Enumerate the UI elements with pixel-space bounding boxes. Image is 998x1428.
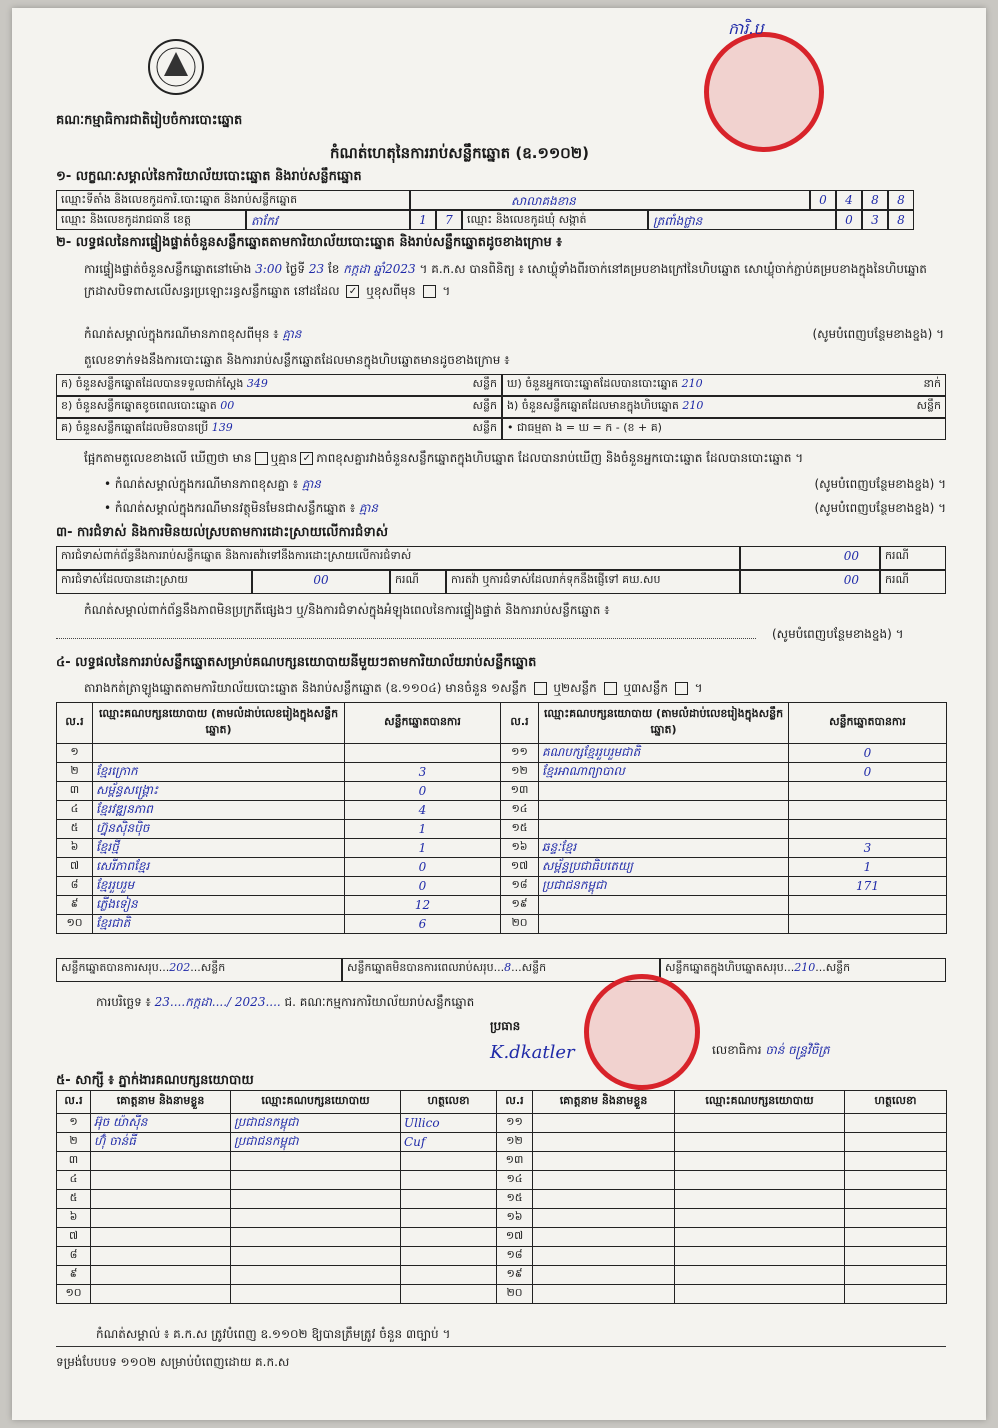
note-line-2 [104, 476, 946, 494]
witness-party [675, 1114, 845, 1133]
party-votes: 0 [789, 763, 947, 782]
witness-name [91, 1152, 231, 1171]
witness-signature [401, 1171, 497, 1190]
party-votes: 1 [789, 858, 947, 877]
count-e-value: 210 [682, 399, 704, 412]
verification-text-c: ខែ [327, 262, 340, 276]
section-4-intro-text: តារាងកត់ត្រាឡូងឆ្នោតតាមការិយាល័យបោះឆ្នោត និងរាប់សន្លឹកឆ្នោត (ឧ.១១០៤) មានចំនួន ១សន្លឹក [84, 681, 527, 695]
party-name: ឆន្ទៈខ្មែរ [539, 839, 789, 858]
province-code-digit: 7 [436, 210, 462, 230]
comparison-line [84, 450, 954, 468]
witness-name [533, 1247, 675, 1266]
witness-table [56, 1090, 947, 1304]
witness-party [231, 1228, 401, 1247]
form-caption: ទម្រង់បែបបទ ១១០២ សម្រាប់បំពេញដោយ គ.ក.ស [56, 1355, 290, 1369]
row-no: ៨ [57, 877, 93, 896]
party-name: ខ្មែររួបរួម [93, 877, 345, 896]
w-col-name: គោត្តនាម និងនាមខ្លួន [91, 1091, 231, 1114]
table-row [57, 744, 947, 763]
party-name: ខ្មែរវឌ្ឍនភាព [93, 801, 345, 820]
table-row [57, 877, 947, 896]
witness-signature [401, 1266, 497, 1285]
verification-day: 23 [308, 262, 325, 276]
invalid-total-label: សន្លឹកឆ្នោតមិនបានការពេលរាប់សរុប... [347, 961, 505, 974]
count-c-label: គ) ចំនួនសន្លឹកឆ្នោតដែលមិនបានប្រើ [61, 421, 209, 434]
witness-no: ១៧ [497, 1228, 533, 1247]
fill-hint-2: (សូមបំពេញបន្ថែមខាងខ្នង) ។ [814, 477, 946, 491]
page-title: កំណត់ហេតុនៃការរាប់សន្លឹកឆ្នោត (ឧ.១១០២) [330, 144, 590, 162]
row-no: ១១ [501, 744, 539, 763]
witness-signature [845, 1190, 947, 1209]
complaint-resolved-label: ការជំទាស់ដែលបានដោះស្រាយ [56, 570, 252, 594]
commission-name: គណៈកម្មាធិការជាតិរៀបចំការបោះឆ្នោត [56, 113, 243, 128]
compare-text-a: ផ្អែកតាមតួលេខខាងលើ ឃើញថា មាន [84, 451, 252, 465]
table-row [57, 1247, 947, 1266]
party-name [539, 801, 789, 820]
commune-name: ត្រពាំងថ្លាន [648, 210, 836, 230]
row-no: ១២ [501, 763, 539, 782]
col-no: ល.រ [57, 703, 93, 744]
witness-party [231, 1152, 401, 1171]
col-party-2: ឈ្មោះគណបក្សនយោបាយ (តាមលំដាប់លេខរៀងក្នុងសន្លឹកឆ្នោត) [539, 703, 789, 744]
w-col-sign-2: ហត្ថលេខា [845, 1091, 947, 1114]
complaint-unit: ករណី [880, 546, 946, 570]
section-3-heading: ៣- ការជំទាស់ និងការមិនយល់ស្របតាមការដោះស្រាយលើការជំទាស់ [56, 525, 388, 540]
valid-total-label: សន្លឹកឆ្នោតបានការសរុប... [61, 961, 170, 974]
row-no: ៦ [57, 839, 93, 858]
valid-total [56, 958, 342, 982]
party-votes: 0 [345, 782, 501, 801]
section-3-note: កំណត់សម្គាល់ពាក់ព័ន្ធនឹងភាពមិនប្រក្រតីផ្សេងៗ ឬ/និងការជំទាស់ក្នុងអំឡុងពេលនៃការផ្ទៀងផ្ទាត់ និងការរាប់សន្លឹកឆ្នោត ៖ [84, 603, 610, 617]
three-ballots-checkbox[interactable] [675, 682, 688, 695]
table-row [57, 896, 947, 915]
witness-signature [845, 1209, 947, 1228]
compare-text-b: ឬគ្មាន [270, 451, 298, 465]
date-value: 23....កក្កដា..../ 2023.... [154, 995, 281, 1009]
complaint-resolved-count: 00 [252, 570, 390, 594]
witness-name [91, 1228, 231, 1247]
three-ballots-text: ឬ៣សន្លឹក [623, 681, 668, 695]
witness-name [533, 1114, 675, 1133]
col-no-2: ល.រ [501, 703, 539, 744]
station-code-digit: 0 [810, 190, 836, 210]
count-a-unit: សន្លឹក [472, 377, 497, 390]
count-b-label: ខ) ចំនួនសន្លឹកឆ្នោតខូចពេលបោះឆ្នោត [61, 399, 217, 412]
section-1-heading: ១- លក្ខណៈសម្គាល់នៃការិយាល័យបោះឆ្នោត និងរាប់សន្លឹកឆ្នោត [56, 169, 362, 184]
w-col-no-2: ល.រ [497, 1091, 533, 1114]
party-votes: 3 [789, 839, 947, 858]
complaint-count: 00 [740, 546, 880, 570]
witness-name [91, 1247, 231, 1266]
count-formula: • ជាធម្មតា ង = ឃ = ក - (ខ + គ) [502, 418, 946, 440]
official-seal-top [704, 32, 824, 152]
witness-no: ៥ [57, 1190, 91, 1209]
witness-signature [845, 1285, 947, 1304]
witness-no: ១៨ [497, 1247, 533, 1266]
row-no: ១៤ [501, 801, 539, 820]
count-e-label: ង) ចំនួនសន្លឹកឆ្នោតដែលមានក្នុងហិបឆ្នោត [507, 399, 679, 412]
w-col-name-2: គោត្តនាម និងនាមខ្លួន [533, 1091, 675, 1114]
table-row [57, 915, 947, 934]
witness-name [533, 1152, 675, 1171]
witness-no: ៨ [57, 1247, 91, 1266]
witness-party [231, 1171, 401, 1190]
witness-signature: Ullico [401, 1114, 497, 1133]
invalid-total [342, 958, 660, 982]
row-no: ១៦ [501, 839, 539, 858]
section-4-intro: តារាងកត់ត្រាឡូងឆ្នោតតាមការិយាល័យបោះឆ្នោត និងរាប់សន្លឹកឆ្នោត (ឧ.១១០៤) មានចំនួន ១សន្លឹក ឬ២សន្លឹក ឬ៣សន្លឹក ។ [84, 681, 703, 695]
seal-intact-checkbox[interactable]: ✓ [346, 285, 359, 298]
row-no: ៧ [57, 858, 93, 877]
witness-party [675, 1152, 845, 1171]
count-b-value: 00 [220, 399, 235, 412]
row-no: ២០ [501, 915, 539, 934]
note3-label: • កំណត់សម្គាល់ក្នុងករណីមានវត្ថុមិនមែនជាសន្លឹកឆ្នោត ៖ [104, 501, 356, 515]
witness-no: ១៦ [497, 1209, 533, 1228]
chair-label: ប្រធាន [490, 1019, 521, 1033]
note3-value: គ្មាន [358, 501, 379, 515]
section-2-heading: ២- លទ្ធផលនៃការផ្ទៀងផ្ទាត់ចំនួនសន្លឹកឆ្នោតតាមការិយាល័យបោះឆ្នោត និងរាប់សន្លឹកឆ្នោតដូចខាងក្រោម ៖ [56, 235, 562, 250]
note-line-3 [104, 500, 946, 518]
witness-party [675, 1247, 845, 1266]
witness-signature [845, 1152, 947, 1171]
commune-code-digit: 8 [888, 210, 914, 230]
witness-no: ១៣ [497, 1152, 533, 1171]
seal-signature-top: ការិ.ប [728, 19, 764, 38]
party-name: សម្ព័ន្ធសង្គ្រោះ [93, 782, 345, 801]
note-line-1 [84, 326, 944, 344]
section-3-fill-line [56, 626, 756, 639]
fill-hint: (សូមបំពេញបន្ថែមខាងខ្នង) ។ [812, 327, 944, 341]
count-e-unit: សន្លឹក [916, 399, 941, 412]
party-name: សម្ព័ន្ធប្រជាធិបតេយ្យ [539, 858, 789, 877]
party-name: គណបក្សខ្មែររួបរួមជាតិ [539, 744, 789, 763]
witness-signature [401, 1247, 497, 1266]
party-votes: 12 [345, 896, 501, 915]
witness-name [91, 1209, 231, 1228]
count-row-b [56, 396, 502, 418]
secretary-signature: ចាន់ ចន្ទ្រវិចិត្រ [765, 1043, 830, 1057]
table-row [57, 1114, 947, 1133]
valid-total-unit: ...សន្លឹក [190, 961, 226, 974]
witness-no: ៧ [57, 1228, 91, 1247]
w-col-party: ឈ្មោះគណបក្សនយោបាយ [231, 1091, 401, 1114]
witness-no: ១២ [497, 1133, 533, 1152]
box-total [660, 958, 946, 982]
witness-party [231, 1266, 401, 1285]
w-col-no: ល.រ [57, 1091, 91, 1114]
party-name: ខ្មែរជាតិ [93, 915, 345, 934]
witness-party [675, 1209, 845, 1228]
witness-no: ៦ [57, 1209, 91, 1228]
note-value: គ្មាន [282, 327, 302, 341]
party-votes [789, 915, 947, 934]
ballot-form-sheet [12, 8, 986, 1420]
witness-signature [845, 1228, 947, 1247]
party-votes [345, 744, 501, 763]
section-4-heading: ៤- លទ្ធផលនៃការរាប់សន្លឹកឆ្នោតសម្រាប់គណបក្សនយោបាយនីមួយៗតាមការិយាល័យរាប់សន្លឹកឆ្នោត [56, 655, 537, 670]
complaint-resolved-unit: ករណី [390, 570, 446, 594]
witness-name: អ៊ុច យ៉ាស៊ីន [91, 1114, 231, 1133]
party-name [539, 915, 789, 934]
chair-signature: K.dkatler [490, 1042, 575, 1063]
table-row [57, 1133, 947, 1152]
counts-intro: តួលេខទាក់ទងនឹងការបោះឆ្នោត និងការរាប់សន្លឹកឆ្នោតដែលមានក្នុងហិបឆ្នោតមានដូចខាងក្រោម ៖ [84, 353, 510, 367]
witness-name [533, 1133, 675, 1152]
w-col-sign: ហត្ថលេខា [401, 1091, 497, 1114]
verification-time: 3:00 [255, 262, 283, 276]
witness-no: ១ [57, 1114, 91, 1133]
note2-value: គ្មាន [301, 477, 321, 491]
row-no: ១៧ [501, 858, 539, 877]
party-name: ខ្មែរថ្មី [93, 839, 345, 858]
invalid-total-value: 8 [504, 961, 512, 974]
verification-text-e: ឬខុសពីមុន [366, 284, 416, 298]
party-name [539, 820, 789, 839]
count-row-a [56, 374, 502, 396]
two-ballots-text: ឬ២សន្លឹក [553, 681, 597, 695]
fill-hint-3: (សូមបំពេញបន្ថែមខាងខ្នង) ។ [814, 501, 946, 515]
witness-party [675, 1171, 845, 1190]
row-no: ១៨ [501, 877, 539, 896]
count-row-d [502, 374, 946, 396]
box-total-label: សន្លឹកឆ្នោតក្នុងហិបឆ្នោតសរុប... [665, 961, 795, 974]
party-votes: 6 [345, 915, 501, 934]
table-row [57, 763, 947, 782]
row-no: ៣ [57, 782, 93, 801]
count-row-e [502, 396, 946, 418]
witness-signature [401, 1209, 497, 1228]
witness-name [91, 1285, 231, 1304]
count-c-value: 139 [211, 421, 233, 434]
witness-name [91, 1171, 231, 1190]
witness-no: ១១ [497, 1114, 533, 1133]
table-row [57, 1266, 947, 1285]
witness-party [675, 1266, 845, 1285]
one-ballot-checkbox[interactable] [534, 682, 547, 695]
col-votes-2: សន្លឹកឆ្នោតបានការ [789, 703, 947, 744]
commune-code-digit: 0 [836, 210, 862, 230]
party-votes: 4 [345, 801, 501, 820]
date-line [96, 994, 474, 1012]
count-b-unit: សន្លឹក [472, 399, 497, 412]
province-name: តាកែវ [246, 210, 410, 230]
party-votes [789, 782, 947, 801]
witness-name [533, 1190, 675, 1209]
table-row [57, 1228, 947, 1247]
witness-signature [845, 1133, 947, 1152]
date-label: ការបរិច្ឆេទ ៖ [96, 995, 155, 1009]
party-votes: 171 [789, 877, 947, 896]
witness-party [675, 1190, 845, 1209]
party-name: ភ្លើងទៀន [93, 896, 345, 915]
seal-different-checkbox[interactable] [423, 285, 436, 298]
witness-signature [845, 1266, 947, 1285]
table-row [57, 858, 947, 877]
polling-station-label: ឈ្មោះទីតាំង និងលេខកូដការិ.បោះឆ្នោត និងរាប់សន្លឹកឆ្នោត [56, 190, 410, 210]
table-row [57, 1209, 947, 1228]
party-name [539, 782, 789, 801]
witness-name [91, 1266, 231, 1285]
station-code-digit: 8 [888, 190, 914, 210]
row-no: ១៩ [501, 896, 539, 915]
witness-no: ១៤ [497, 1171, 533, 1190]
witness-signature [845, 1171, 947, 1190]
row-no: ១០ [57, 915, 93, 934]
verification-paragraph: ការផ្ទៀងផ្ទាត់ចំនួនសន្លឹកឆ្នោតនៅម៉ោង 3:00 ថ្ងៃទី 23 ខែ កក្កដា ឆ្នាំ2023 ។ គ.ក.ស បានពិនិត្យ ៖ សោឃ្លុំទាំងពីរចាក់នៅគម្របខាងក្រៅនៃហិបឆ្នោត សោឃ្លុំចាក់ភ្ជាប់គម្របខាងក្នុងនៃហិបឆ្នោត ក្រដាសបិទពាសលើសន្ធរប្រឡោះរន្ធសន្លឹកឆ្នោត នៅដដែល ✓ ឬខុសពីមុន ។ [84, 262, 927, 298]
official-seal-bottom [584, 974, 700, 1090]
count-a-label: ក) ចំនួនសន្លឹកឆ្នោតដែលបានទទួលជាក់ស្តែង [61, 377, 244, 390]
witness-no: ៩ [57, 1266, 91, 1285]
witness-party: ប្រជាជនកម្ពុជា [231, 1133, 401, 1152]
party-results-table [56, 702, 947, 934]
note2-label: • កំណត់សម្គាល់ក្នុងករណីមានភាពខុសគ្នា ៖ [104, 477, 299, 491]
table-row [57, 1152, 947, 1171]
table-row [57, 1171, 947, 1190]
witness-party [231, 1285, 401, 1304]
table-row [57, 801, 947, 820]
witness-name [533, 1285, 675, 1304]
polling-station-name: សាលាគងខាន [410, 190, 810, 210]
secretary-label: លេខាធិការ [712, 1043, 766, 1057]
witness-party [231, 1247, 401, 1266]
party-name: ប្រជាជនកម្ពុជា [539, 877, 789, 896]
count-d-label: ឃ) ចំនួនអ្នកបោះឆ្នោតដែលបានបោះឆ្នោត [507, 377, 679, 390]
count-a-value: 349 [246, 377, 268, 390]
row-no: ៩ [57, 896, 93, 915]
party-votes: 0 [789, 744, 947, 763]
table-row [57, 820, 947, 839]
witness-signature [401, 1152, 497, 1171]
verification-month-year: កក្កដា ឆ្នាំ2023 [343, 262, 416, 276]
count-d-value: 210 [681, 377, 703, 390]
commune-code-digit: 3 [862, 210, 888, 230]
witness-party [675, 1228, 845, 1247]
party-votes: 1 [345, 839, 501, 858]
count-c-unit: សន្លឹក [472, 421, 497, 434]
witness-party [231, 1209, 401, 1228]
section-3-fill-hint: (សូមបំពេញបន្ថែមខាងខ្នង) ។ [772, 627, 904, 641]
witness-no: ១០ [57, 1285, 91, 1304]
party-name: ខ្មែរក្រោក [93, 763, 345, 782]
two-ballots-checkbox[interactable] [604, 682, 617, 695]
complaint-forwarded-unit: ករណី [880, 570, 946, 594]
witness-party [675, 1285, 845, 1304]
verification-text-a: ការផ្ទៀងផ្ទាត់ចំនួនសន្លឹកឆ្នោតនៅម៉ោង [84, 262, 252, 276]
table-row [57, 839, 947, 858]
province-label: ឈ្មោះ និងលេខកូដរាជធានី ខេត្ត [56, 210, 246, 230]
party-votes: 1 [345, 820, 501, 839]
witness-party: ប្រជាជនកម្ពុជា [231, 1114, 401, 1133]
witness-no: ២០ [497, 1285, 533, 1304]
party-name: ហ្វ៊ុនស៊ិនប៉ិច [93, 820, 345, 839]
witness-signature [401, 1190, 497, 1209]
table-row [57, 1190, 947, 1209]
row-no: ១៣ [501, 782, 539, 801]
party-votes [789, 801, 947, 820]
station-code-digit: 8 [862, 190, 888, 210]
witness-name [533, 1171, 675, 1190]
verification-text-d: ។ គ.ក.ស បានពិនិត្យ ៖ សោឃ្លុំទាំងពីរចាក់នៅគម្របខាងក្រៅនៃហិបឆ្នោត សោឃ្លុំចាក់ភ្ជាប់គម្របខាងក្នុងនៃហិបឆ្នោត ក្រដាសបិទពាសលើសន្ធរប្រឡោះរន្ធសន្លឹកឆ្នោត នៅដដែល [84, 262, 927, 298]
table-row [57, 1285, 947, 1304]
verification-text-b: ថ្ងៃទី [285, 262, 305, 276]
witness-party [231, 1190, 401, 1209]
station-code-digit: 4 [836, 190, 862, 210]
witness-no: ១៥ [497, 1190, 533, 1209]
w-col-party-2: ឈ្មោះគណបក្សនយោបាយ [675, 1091, 845, 1114]
party-name [539, 896, 789, 915]
row-no: ៤ [57, 801, 93, 820]
row-no: ២ [57, 763, 93, 782]
province-code-digit: 1 [410, 210, 436, 230]
col-party: ឈ្មោះគណបក្សនយោបាយ (តាមលំដាប់លេខរៀងក្នុងសន្លឹកឆ្នោត) [93, 703, 345, 744]
party-votes: 0 [345, 877, 501, 896]
table-row [57, 782, 947, 801]
witness-name: ហ៊ុំ ចាន់ធី [91, 1133, 231, 1152]
row-no: ១៥ [501, 820, 539, 839]
witness-name [533, 1266, 675, 1285]
note-label: កំណត់សម្គាល់ក្នុងករណីមានភាពខុសពីមុន ៖ [84, 327, 279, 341]
invalid-total-unit: ...សន្លឹក [511, 961, 547, 974]
party-votes: 0 [345, 858, 501, 877]
row-no: ១ [57, 744, 93, 763]
count-d-unit: នាក់ [923, 377, 941, 390]
witness-signature [845, 1114, 947, 1133]
row-no: ៥ [57, 820, 93, 839]
box-total-unit: ...សន្លឹក [815, 961, 851, 974]
committee-label: ជ. គណៈកម្មការការិយាល័យរាប់សន្លឹកឆ្នោត [284, 995, 475, 1009]
witness-signature: Cuf [401, 1133, 497, 1152]
witness-signature [401, 1228, 497, 1247]
nec-emblem-icon [140, 38, 212, 96]
commune-label: ឈ្មោះ និងលេខកូដឃុំ សង្កាត់ [462, 210, 648, 230]
party-votes [789, 896, 947, 915]
section-5-heading: ៥- សាក្សី ៖ ភ្នាក់ងារគណបក្សនយោបាយ [56, 1073, 254, 1088]
party-name [93, 744, 345, 763]
compare-text-c: ភាពខុសគ្នារវាងចំនួនសន្លឹកឆ្នោតក្នុងហិបឆ្នោត ដែលបានរាប់ឃើញ និងចំនួនអ្នកបោះឆ្នោត ដែលបានបោះឆ្នោត ។ [316, 451, 804, 465]
witness-party [675, 1133, 845, 1152]
valid-total-value: 202 [169, 961, 191, 974]
witness-name [533, 1228, 675, 1247]
witness-no: ៣ [57, 1152, 91, 1171]
witness-name [533, 1209, 675, 1228]
party-votes [789, 820, 947, 839]
complaint-row-label: ការជំទាស់ពាក់ព័ន្ធនឹងការរាប់សន្លឹកឆ្នោត និងការតវ៉ាទៅនឹងការដោះស្រាយលើការជំទាស់ [56, 546, 740, 570]
party-name: ខ្មែរអាណាព្យាបាល [539, 763, 789, 782]
witness-no: ២ [57, 1133, 91, 1152]
complaint-forwarded-count: 00 [740, 570, 880, 594]
count-row-c [56, 418, 502, 440]
party-votes: 3 [345, 763, 501, 782]
witness-signature [401, 1285, 497, 1304]
compare-checkbox-1[interactable] [255, 452, 268, 465]
complaint-forwarded-label: ការតវ៉ា ឬការជំទាស់ដែលរាក់ទុកនឹងផ្ញើទៅ គឃ.សប [446, 570, 740, 594]
witness-signature [845, 1247, 947, 1266]
party-name: សេរីភាពខ្មែរ [93, 858, 345, 877]
box-total-value: 210 [794, 961, 816, 974]
footer-divider [56, 1346, 946, 1347]
footer-note: កំណត់សម្គាល់ ៖ គ.ក.ស ត្រូវបំពេញ ឧ.១១០២ ឱ្យបានត្រឹមត្រូវ ចំនួន ៣ច្បាប់ ។ [96, 1327, 451, 1341]
secretary-line [712, 1042, 830, 1060]
col-votes: សន្លឹកឆ្នោតបានការ [345, 703, 501, 744]
witness-name [91, 1190, 231, 1209]
witness-no: ១៩ [497, 1266, 533, 1285]
witness-no: ៤ [57, 1171, 91, 1190]
compare-checkbox-2[interactable]: ✓ [300, 452, 313, 465]
